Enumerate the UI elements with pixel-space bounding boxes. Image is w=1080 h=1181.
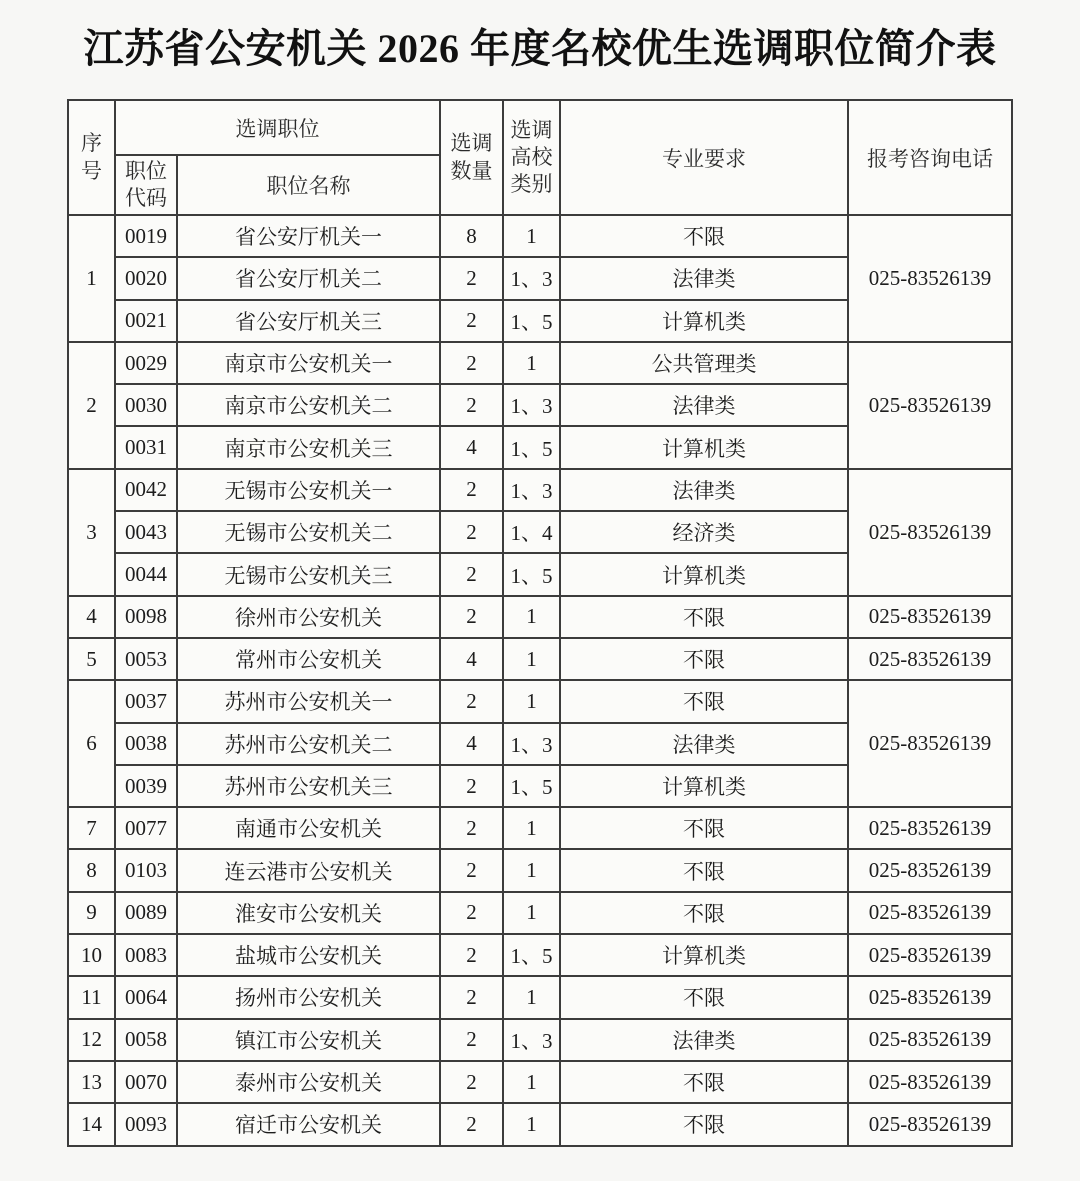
quota-cell: 2 bbox=[440, 1019, 503, 1061]
category-cell: 1 bbox=[503, 1103, 560, 1145]
phone-cell: 025-83526139 bbox=[848, 638, 1012, 680]
table-row bbox=[68, 849, 1012, 891]
major-requirement-cell: 计算机类 bbox=[560, 765, 848, 807]
major-requirement-cell: 公共管理类 bbox=[560, 342, 848, 384]
major-requirement-cell: 不限 bbox=[560, 1103, 848, 1145]
table-row bbox=[68, 342, 1012, 384]
position-name-cell: 宿迁市公安机关 bbox=[177, 1103, 440, 1145]
table-row bbox=[68, 976, 1012, 1018]
major-requirement-cell: 不限 bbox=[560, 215, 848, 257]
serial-cell: 11 bbox=[68, 976, 115, 1018]
major-requirement-cell: 计算机类 bbox=[560, 300, 848, 342]
quota-cell: 2 bbox=[440, 596, 503, 638]
position-code-cell: 0037 bbox=[115, 680, 177, 722]
category-cell: 1 bbox=[503, 215, 560, 257]
quota-cell: 2 bbox=[440, 680, 503, 722]
position-name-cell: 苏州市公安机关三 bbox=[177, 765, 440, 807]
position-code-cell: 0058 bbox=[115, 1019, 177, 1061]
header-position-code-label: 职位代码 bbox=[125, 159, 167, 210]
category-cell: 1 bbox=[503, 807, 560, 849]
serial-cell: 3 bbox=[68, 469, 115, 596]
header-phone-label: 报考咨询电话 bbox=[867, 147, 993, 171]
quota-cell: 2 bbox=[440, 384, 503, 426]
quota-cell: 2 bbox=[440, 807, 503, 849]
header-position-label: 选调职位 bbox=[235, 117, 320, 141]
header-major-requirement bbox=[560, 100, 848, 215]
header-quota-label: 选调数量 bbox=[450, 132, 493, 183]
major-requirement-cell: 计算机类 bbox=[560, 553, 848, 595]
header-major-requirement-label: 专业要求 bbox=[662, 147, 746, 171]
position-name-cell: 泰州市公安机关 bbox=[177, 1061, 440, 1103]
header-position-name bbox=[177, 155, 440, 215]
quota-cell: 2 bbox=[440, 342, 503, 384]
category-cell: 1、5 bbox=[503, 765, 560, 807]
category-cell: 1 bbox=[503, 976, 560, 1018]
phone-cell: 025-83526139 bbox=[848, 934, 1012, 976]
position-code-cell: 0019 bbox=[115, 215, 177, 257]
table-row bbox=[68, 638, 1012, 680]
table-row bbox=[68, 934, 1012, 976]
position-name-cell: 无锡市公安机关二 bbox=[177, 511, 440, 553]
position-name-cell: 镇江市公安机关 bbox=[177, 1019, 440, 1061]
major-requirement-cell: 法律类 bbox=[560, 1019, 848, 1061]
major-requirement-cell: 不限 bbox=[560, 807, 848, 849]
position-name-cell: 徐州市公安机关 bbox=[177, 596, 440, 638]
phone-cell: 025-83526139 bbox=[848, 807, 1012, 849]
category-cell: 1 bbox=[503, 1061, 560, 1103]
position-name-cell: 淮安市公安机关 bbox=[177, 892, 440, 934]
header-university-category bbox=[503, 100, 560, 215]
header-serial bbox=[68, 100, 115, 215]
quota-cell: 8 bbox=[440, 215, 503, 257]
category-cell: 1 bbox=[503, 596, 560, 638]
header-position-group bbox=[115, 100, 440, 155]
category-cell: 1、5 bbox=[503, 426, 560, 468]
phone-cell: 025-83526139 bbox=[848, 215, 1012, 342]
position-name-cell: 连云港市公安机关 bbox=[177, 849, 440, 891]
phone-cell: 025-83526139 bbox=[848, 892, 1012, 934]
major-requirement-cell: 法律类 bbox=[560, 469, 848, 511]
major-requirement-cell: 法律类 bbox=[560, 723, 848, 765]
category-cell: 1、3 bbox=[503, 723, 560, 765]
position-code-cell: 0043 bbox=[115, 511, 177, 553]
phone-cell: 025-83526139 bbox=[848, 596, 1012, 638]
table-row bbox=[68, 807, 1012, 849]
serial-cell: 1 bbox=[68, 215, 115, 342]
header-quota bbox=[440, 100, 503, 215]
category-cell: 1 bbox=[503, 638, 560, 680]
quota-cell: 2 bbox=[440, 892, 503, 934]
table-row bbox=[68, 215, 1012, 257]
table-body bbox=[68, 215, 1012, 1146]
position-code-cell: 0042 bbox=[115, 469, 177, 511]
position-name-cell: 省公安厅机关二 bbox=[177, 257, 440, 299]
quota-cell: 2 bbox=[440, 765, 503, 807]
quota-cell: 2 bbox=[440, 257, 503, 299]
position-name-cell: 无锡市公安机关一 bbox=[177, 469, 440, 511]
table-row bbox=[68, 1103, 1012, 1145]
quota-cell: 2 bbox=[440, 1061, 503, 1103]
position-name-cell: 南京市公安机关三 bbox=[177, 426, 440, 468]
major-requirement-cell: 计算机类 bbox=[560, 934, 848, 976]
position-code-cell: 0089 bbox=[115, 892, 177, 934]
position-code-cell: 0083 bbox=[115, 934, 177, 976]
major-requirement-cell: 不限 bbox=[560, 892, 848, 934]
position-code-cell: 0039 bbox=[115, 765, 177, 807]
category-cell: 1 bbox=[503, 680, 560, 722]
category-cell: 1、5 bbox=[503, 553, 560, 595]
quota-cell: 4 bbox=[440, 723, 503, 765]
serial-cell: 14 bbox=[68, 1103, 115, 1145]
category-cell: 1、3 bbox=[503, 257, 560, 299]
page-title: 江苏省公安机关 2026 年度名校优生选调职位简介表 bbox=[83, 26, 997, 71]
serial-cell: 8 bbox=[68, 849, 115, 891]
position-code-cell: 0031 bbox=[115, 426, 177, 468]
quota-cell: 2 bbox=[440, 469, 503, 511]
major-requirement-cell: 法律类 bbox=[560, 257, 848, 299]
position-name-cell: 苏州市公安机关一 bbox=[177, 680, 440, 722]
header-phone bbox=[848, 100, 1012, 215]
quota-cell: 2 bbox=[440, 976, 503, 1018]
position-code-cell: 0103 bbox=[115, 849, 177, 891]
serial-cell: 4 bbox=[68, 596, 115, 638]
position-code-cell: 0030 bbox=[115, 384, 177, 426]
category-cell: 1、3 bbox=[503, 1019, 560, 1061]
position-code-cell: 0020 bbox=[115, 257, 177, 299]
serial-cell: 5 bbox=[68, 638, 115, 680]
header-serial-label: 序号 bbox=[81, 132, 102, 183]
quota-cell: 2 bbox=[440, 934, 503, 976]
position-name-cell: 南京市公安机关一 bbox=[177, 342, 440, 384]
position-name-cell: 常州市公安机关 bbox=[177, 638, 440, 680]
position-code-cell: 0098 bbox=[115, 596, 177, 638]
phone-cell: 025-83526139 bbox=[848, 469, 1012, 596]
table-row bbox=[68, 469, 1012, 511]
position-code-cell: 0038 bbox=[115, 723, 177, 765]
header-position-name-label: 职位名称 bbox=[266, 175, 351, 198]
position-code-cell: 0029 bbox=[115, 342, 177, 384]
quota-cell: 4 bbox=[440, 638, 503, 680]
major-requirement-cell: 不限 bbox=[560, 849, 848, 891]
category-cell: 1、3 bbox=[503, 469, 560, 511]
position-name-cell: 南京市公安机关二 bbox=[177, 384, 440, 426]
table-row bbox=[68, 596, 1012, 638]
category-cell: 1、5 bbox=[503, 300, 560, 342]
serial-cell: 10 bbox=[68, 934, 115, 976]
quota-cell: 2 bbox=[440, 849, 503, 891]
major-requirement-cell: 不限 bbox=[560, 680, 848, 722]
table-row bbox=[68, 892, 1012, 934]
category-cell: 1、3 bbox=[503, 384, 560, 426]
position-code-cell: 0021 bbox=[115, 300, 177, 342]
major-requirement-cell: 不限 bbox=[560, 976, 848, 1018]
category-cell: 1、4 bbox=[503, 511, 560, 553]
position-name-cell: 南通市公安机关 bbox=[177, 807, 440, 849]
phone-cell: 025-83526139 bbox=[848, 1103, 1012, 1145]
major-requirement-cell: 法律类 bbox=[560, 384, 848, 426]
major-requirement-cell: 不限 bbox=[560, 1061, 848, 1103]
position-code-cell: 0053 bbox=[115, 638, 177, 680]
phone-cell: 025-83526139 bbox=[848, 1019, 1012, 1061]
category-cell: 1 bbox=[503, 849, 560, 891]
header-position-code bbox=[115, 155, 177, 215]
position-name-cell: 省公安厅机关一 bbox=[177, 215, 440, 257]
phone-cell: 025-83526139 bbox=[848, 976, 1012, 1018]
phone-cell: 025-83526139 bbox=[848, 342, 1012, 469]
phone-cell: 025-83526139 bbox=[848, 680, 1012, 807]
position-code-cell: 0093 bbox=[115, 1103, 177, 1145]
serial-cell: 9 bbox=[68, 892, 115, 934]
position-code-cell: 0077 bbox=[115, 807, 177, 849]
quota-cell: 2 bbox=[440, 511, 503, 553]
category-cell: 1 bbox=[503, 342, 560, 384]
major-requirement-cell: 经济类 bbox=[560, 511, 848, 553]
serial-cell: 13 bbox=[68, 1061, 115, 1103]
quota-cell: 2 bbox=[440, 1103, 503, 1145]
serial-cell: 6 bbox=[68, 680, 115, 807]
table-row bbox=[68, 680, 1012, 722]
table-row bbox=[68, 1019, 1012, 1061]
table-row bbox=[68, 1061, 1012, 1103]
position-code-cell: 0070 bbox=[115, 1061, 177, 1103]
position-code-cell: 0044 bbox=[115, 553, 177, 595]
major-requirement-cell: 不限 bbox=[560, 638, 848, 680]
position-name-cell: 盐城市公安机关 bbox=[177, 934, 440, 976]
category-cell: 1 bbox=[503, 892, 560, 934]
major-requirement-cell: 计算机类 bbox=[560, 426, 848, 468]
positions-table bbox=[67, 99, 1013, 1147]
header-row-top bbox=[68, 100, 1012, 155]
position-name-cell: 苏州市公安机关二 bbox=[177, 723, 440, 765]
position-name-cell: 省公安厅机关三 bbox=[177, 300, 440, 342]
category-cell: 1、5 bbox=[503, 934, 560, 976]
phone-cell: 025-83526139 bbox=[848, 849, 1012, 891]
phone-cell: 025-83526139 bbox=[848, 1061, 1012, 1103]
position-name-cell: 扬州市公安机关 bbox=[177, 976, 440, 1018]
position-name-cell: 无锡市公安机关三 bbox=[177, 553, 440, 595]
serial-cell: 7 bbox=[68, 807, 115, 849]
quota-cell: 2 bbox=[440, 553, 503, 595]
serial-cell: 2 bbox=[68, 342, 115, 469]
quota-cell: 4 bbox=[440, 426, 503, 468]
quota-cell: 2 bbox=[440, 300, 503, 342]
serial-cell: 12 bbox=[68, 1019, 115, 1061]
major-requirement-cell: 不限 bbox=[560, 596, 848, 638]
position-code-cell: 0064 bbox=[115, 976, 177, 1018]
header-university-category-label: 选调高校类别 bbox=[510, 118, 553, 197]
